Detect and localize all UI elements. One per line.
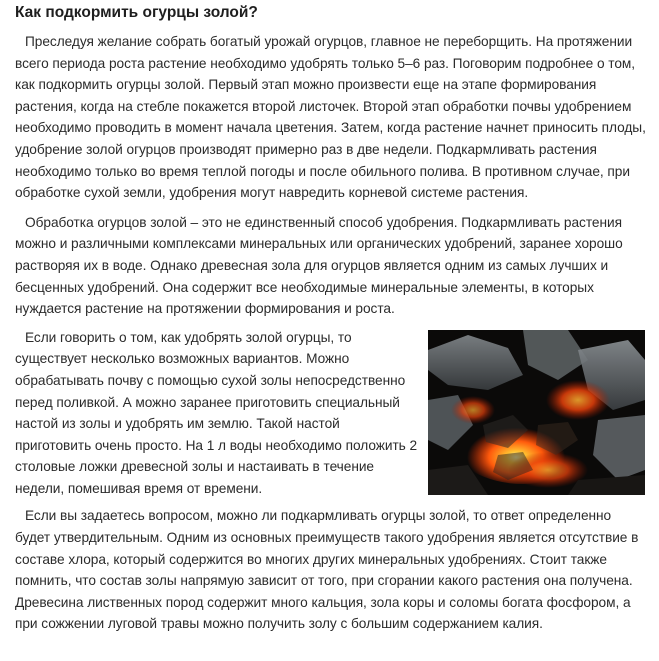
paragraph-3-text: Если говорить о том, как удобрять золой огурцы, то существует несколько возможных вариантов. Можно обрабатывать почву с помощью сухой золы непосредственно перед поливкой. А можно заранее приготовить специальный настой из золы и удобрять им землю. Такой настой приготовить очень просто. На 1 л воды необходимо положить 2 столовые ложки древесной золы и настаивать в течение недели, помешивая время от времени. [15, 329, 418, 496]
paragraph-1: Преследуя желание собрать богатый урожай огурцов, главное не переборщить. На протяжении всего периода роста растение необходимо удобрять только 5–6 раз. Поговорим подробнее о том, как подкормить огурцы золой. Первый этап можно произвести еще на этапе формирования растения, когда на стебле покажется второй листочек. Второй этап обработки почвы удобрением необходимо проводить в момент начала цветения. Затем, когда растение начнет приносить плоды, удобрение золой огурцов производят примерно раз в две недели. Подкармливать растения необходимо только во время теплой погоды и после обильного полива. В противном случае, при обработке сухой земли, удобрения могут навредить корневой системе растения. [15, 34, 646, 201]
ash-embers-image [428, 330, 645, 495]
paragraph-4: Если вы задаетесь вопросом, можно ли подкармливать огурцы золой, то ответ определенно будет утвердительным. Одним из основных преимуществ такого удобрения является отсутствие в составе хлора, который содержится во многих других минеральных удобрениях. Стоит также помнить, что состав золы напрямую зависит от того, при сгорании какого растения она получена. Древесина лиственных пород содержит много кальция, зола коры и соломы богата фосфором, а при сожжении луговой травы можно получить золу с большим содержанием калия. [15, 508, 639, 632]
article-title: Как подкормить огурцы золой? [15, 4, 258, 21]
paragraph-2: Обработка огурцов золой – это не единственный способ удобрения. Подкармливать растения можно и различными комплексами минеральных или органических удобрений, заранее хорошо растворяя их в воде. Однако древесная зола для огурцов является одним из самых лучших и бесценных удобрений. Она содержит все необходимые минеральные элементы, в которых нуждается растение на протяжении формирования и роста. [15, 214, 623, 317]
article-body [15, 31, 647, 643]
paragraph-3 [15, 327, 647, 500]
